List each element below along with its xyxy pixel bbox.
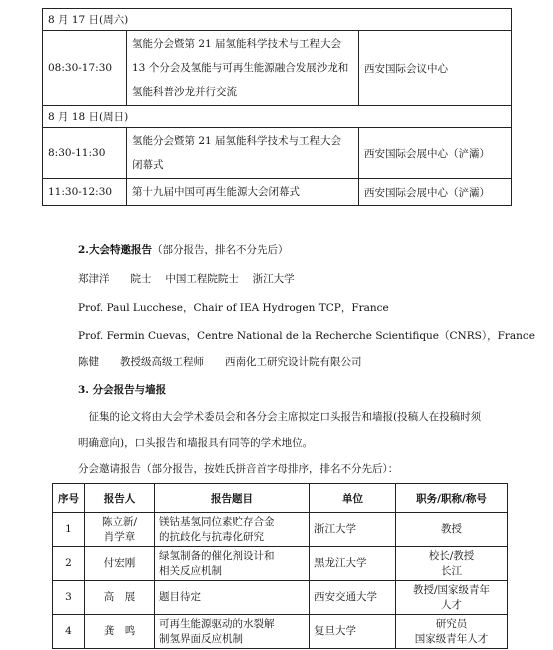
- unit-cell: 复旦大学: [310, 615, 396, 649]
- section-2-heading: [78, 242, 288, 257]
- table-row: [43, 9, 512, 31]
- table-header-row: [53, 484, 508, 513]
- role-line: 教授: [441, 523, 462, 535]
- table-row: [53, 547, 508, 581]
- speaker-name: 陈立新/: [101, 515, 138, 528]
- role-cell: [396, 615, 508, 649]
- day-header: 8 月 18 日(周日): [43, 106, 512, 128]
- role-cell: [396, 513, 508, 547]
- event-cell: [127, 179, 359, 206]
- section-3-heading: 3. 分会报告与墙报: [78, 384, 167, 396]
- event-line: 氢能科普沙龙并行交流: [132, 86, 237, 98]
- speaker-line: Prof. Paul Lucchese，Chair of IEA Hydrogen TCP，France: [78, 302, 389, 314]
- venue-cell: 西安国际会展中心（浐灞）: [359, 179, 512, 206]
- unit-cell: 西安交通大学: [310, 581, 396, 615]
- venue-cell: 西安国际会展中心（浐灞）: [359, 128, 512, 179]
- event-line: 第十九届中国可再生能源大会闭幕式: [132, 186, 300, 198]
- unit-cell: 黑龙江大学: [310, 547, 396, 581]
- table-row: [53, 615, 508, 649]
- role-line: 国家级青年人才: [414, 632, 489, 645]
- row-number: 2: [53, 547, 85, 581]
- role-line: 校长/教授: [428, 549, 475, 562]
- table-row: [53, 581, 508, 615]
- speaker-line: 陈健 教授级高级工程师 西南化工研究设计院有限公司: [78, 356, 362, 368]
- table-row: [43, 106, 512, 128]
- time-cell: 11:30-12:30: [43, 179, 127, 206]
- event-line: 闭幕式: [132, 159, 164, 171]
- title-line: 的抗歧化与抗毒化研究: [159, 530, 264, 543]
- speaker-name: 龚 鸣: [103, 625, 136, 637]
- time-cell: 08:30-17:30: [43, 31, 127, 106]
- time-cell: 8:30-11:30: [43, 128, 127, 179]
- table-row: [43, 31, 512, 106]
- column-header: 序号: [53, 484, 85, 513]
- section-title: 2.大会特邀报告: [78, 244, 152, 256]
- speaker-cell: [85, 513, 155, 547]
- speaker-name: 高 展: [103, 591, 136, 603]
- report-table: [52, 483, 508, 649]
- title-line: 镁钴基氢同位素贮存合金: [159, 515, 275, 528]
- event-cell: [127, 31, 359, 106]
- unit-cell: 浙江大学: [310, 513, 396, 547]
- section-subtitle: （部分报告，排名不分先后）: [151, 244, 289, 256]
- event-line: 13 个分会及氢能与可再生能源融合发展沙龙和: [132, 62, 349, 74]
- venue-cell: 西安国际会议中心: [359, 31, 512, 106]
- row-number: 3: [53, 581, 85, 615]
- paragraph-line: 征集的论文将由大会学术委员会和各分会主席拟定口头报告和墙报(投稿人在投稿时须: [78, 411, 482, 423]
- title-line: 题目待定: [159, 591, 201, 603]
- column-header: 单位: [310, 484, 396, 513]
- column-header: 报告题目: [155, 484, 310, 513]
- day-header: 8 月 17 日(周六): [43, 9, 512, 31]
- table-row: [53, 513, 508, 547]
- speaker-name: 付宏刚: [103, 557, 136, 569]
- speaker-cell: [85, 615, 155, 649]
- table-row: [43, 179, 512, 206]
- speaker-cell: [85, 547, 155, 581]
- role-line: 教授/国家级青年: [412, 583, 491, 596]
- row-number: 4: [53, 615, 85, 649]
- table-row: [43, 128, 512, 179]
- title-line: 绿氢制备的催化剂设计和: [159, 549, 275, 562]
- speaker-line: Prof. Fermin Cuevas，Centre National de la Recherche Scientifique（CNRS），France: [78, 330, 536, 342]
- paragraph-line: 分会邀请报告（部分报告，按姓氏拼音首字母排序，排名不分先后）：: [78, 463, 399, 475]
- title-line: 可再生能源驱动的水裂解: [159, 617, 275, 630]
- title-cell: [155, 547, 310, 581]
- title-cell: [155, 581, 310, 615]
- role-line: 研究员: [435, 617, 468, 630]
- role-line: 长江: [441, 564, 462, 577]
- speaker-name: 肖学章: [103, 530, 136, 543]
- role-line: 人才: [441, 598, 462, 611]
- role-cell: [396, 581, 508, 615]
- role-cell: [396, 547, 508, 581]
- column-header: 报告人: [85, 484, 155, 513]
- title-cell: [155, 513, 310, 547]
- paragraph-line: 明确意向)，口头报告和墙报具有同等的学术地位。: [78, 437, 314, 449]
- event-line: 氢能分会暨第 21 届氢能科学技术与工程大会: [132, 38, 342, 50]
- title-cell: [155, 615, 310, 649]
- event-cell: [127, 128, 359, 179]
- event-line: 氢能分会暨第 21 届氢能科学技术与工程大会: [132, 135, 342, 147]
- schedule-table: [42, 8, 512, 206]
- speaker-cell: [85, 581, 155, 615]
- column-header: 职务/职称/称号: [396, 484, 508, 513]
- row-number: 1: [53, 513, 85, 547]
- title-line: 相关反应机制: [159, 564, 222, 577]
- title-line: 制氢界面反应机制: [159, 632, 243, 645]
- speaker-line: 郑津洋 院士 中国工程院院士 浙江大学: [78, 273, 295, 285]
